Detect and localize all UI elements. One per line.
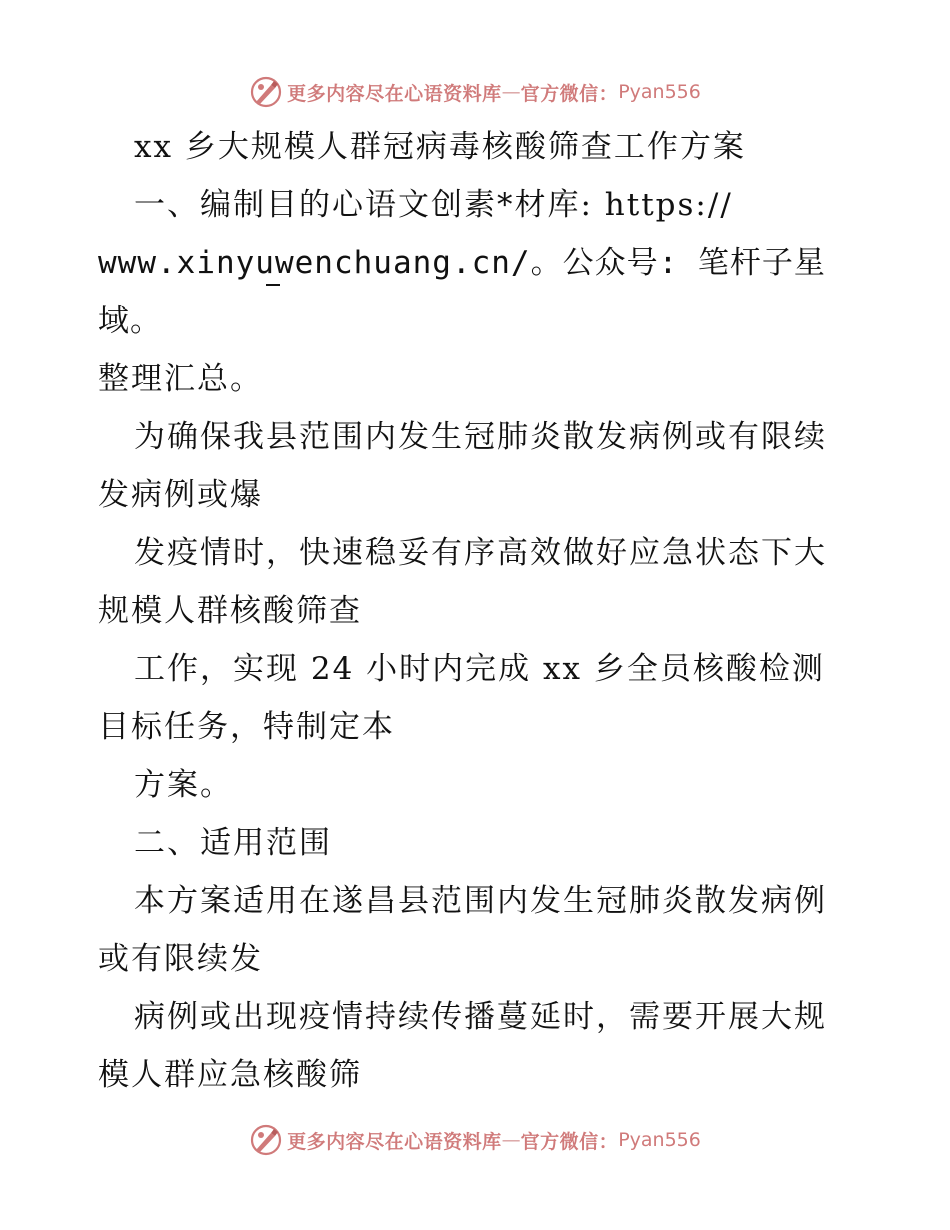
banner-site-text: 更多内容尽在心语资料库 — [287, 1130, 502, 1153]
doc-line-1: 一、编制目的心语文创素*材库: https:// — [134, 187, 733, 223]
banner-handle: Pyan556 — [618, 81, 701, 103]
banner-separator: — — [501, 81, 521, 103]
doc-line-3: 整理汇总。 — [98, 361, 263, 397]
footer-watermark-banner — [0, 1118, 950, 1162]
stray-dash-mark — [266, 284, 280, 286]
banner-separator: — — [501, 1129, 521, 1151]
doc-line-13: 或有限续发 — [98, 941, 263, 977]
doc-line-7: 规模人群核酸筛查 — [98, 593, 362, 629]
banner-site-text: 更多内容尽在心语资料库 — [287, 82, 502, 105]
banner-official-label: 官方微信： — [520, 1130, 619, 1153]
pen-logo-icon — [249, 75, 283, 109]
document-body — [98, 118, 858, 1104]
doc-line-14: 病例或出现疫情持续传播蔓延时，需要开展大规 — [134, 999, 827, 1035]
doc-line-11: 二、适用范围 — [134, 825, 332, 861]
doc-line-2: www.xinyuwenchuang.cn/。公众号: 笔杆子星域。 — [98, 245, 826, 339]
banner-handle: Pyan556 — [618, 1129, 701, 1151]
doc-line-4: 为确保我县范围内发生冠肺炎散发病例或有限续 — [134, 419, 827, 455]
doc-line-10: 方案。 — [134, 767, 233, 803]
doc-line-8: 工作，实现 24 小时内完成 xx 乡全员核酸检测 — [134, 651, 825, 687]
doc-line-15: 模人群应急核酸筛 — [98, 1057, 362, 1093]
document-title: xx 乡大规模人群冠病毒核酸筛查工作方案 — [134, 129, 746, 165]
pen-logo-icon — [249, 1123, 283, 1157]
doc-line-12: 本方案适用在遂昌县范围内发生冠肺炎散发病例 — [134, 883, 827, 919]
doc-line-6: 发疫情时，快速稳妥有序高效做好应急状态下大 — [134, 535, 827, 571]
doc-line-9: 目标任务，特制定本 — [98, 709, 395, 745]
doc-line-5: 发病例或爆 — [98, 477, 263, 513]
header-watermark-banner — [0, 70, 950, 114]
banner-official-label: 官方微信： — [520, 82, 619, 105]
